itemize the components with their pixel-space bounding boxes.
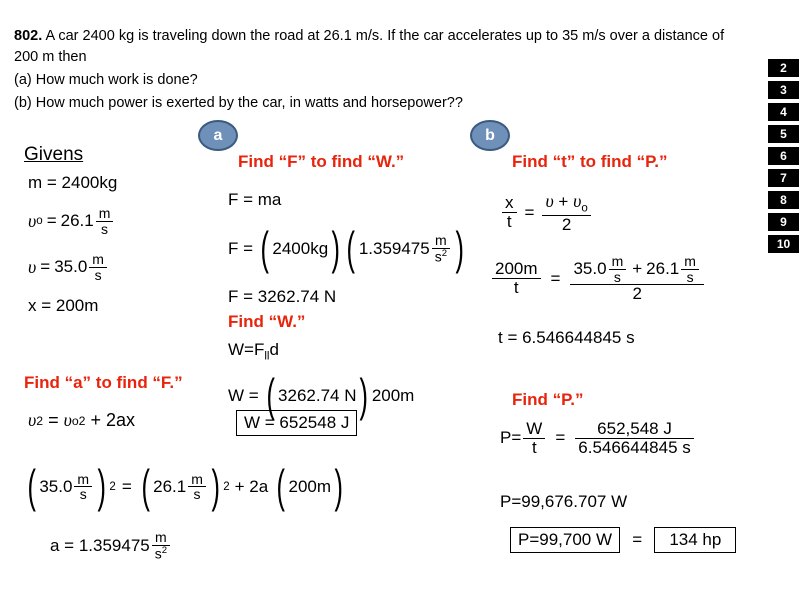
problem-text-line1: A car 2400 kg is traveling down the road at 26.1 m/s. If the car accelerates up to 35 m/s over a distance of <box>45 28 725 44</box>
kinematic-rhs: + 2ax <box>90 410 136 430</box>
work-formula-post: d <box>269 340 279 359</box>
v0-value: 26.1 <box>60 211 94 231</box>
find-t-heading: Find “t” to find “P.” <box>512 152 668 171</box>
slide-number-10[interactable]: 10 <box>767 234 800 254</box>
slide-number-8[interactable]: 8 <box>767 190 800 210</box>
find-F-heading: Find “F” to find “W.” <box>238 152 405 171</box>
work-prefix: W = <box>228 385 259 405</box>
callout-badge-b[interactable]: b <box>470 120 510 151</box>
problem-line-1 <box>14 26 754 47</box>
find-W-heading: Find “W.” <box>228 312 306 331</box>
power-watts-boxed: P=99,700 W <box>510 527 620 553</box>
slide-number-9[interactable]: 9 <box>767 212 800 232</box>
paren-close-1: ) <box>97 460 106 512</box>
W-over-t: $\frac{W}{t}$ <box>523 420 545 457</box>
acceleration-value: a = 1.359475 <box>50 535 150 555</box>
slide-number-5[interactable]: 5 <box>767 124 800 144</box>
paren-open-3: ( <box>276 460 286 512</box>
paren-open-1: ( <box>27 460 36 512</box>
work-formula <box>228 340 279 362</box>
acceleration-unit: $\frac{m}{s^2}$ <box>152 530 170 561</box>
sub-distance: 200m <box>288 476 332 496</box>
power-final-row <box>510 527 736 553</box>
problem-text-line2: 200 m then <box>14 49 87 66</box>
v-unit: $\frac{m}{s}$ <box>89 252 107 282</box>
power-equation: P= $\frac{W}{t}$ = $\frac{652,548 J}{6.546644845 s}$ <box>500 420 696 457</box>
given-distance: x = 200m <box>28 296 99 315</box>
time-result: t = 6.546644845 s <box>498 328 635 347</box>
work-over-time-values: $\frac{652,548 J}{6.546644845 s}$ <box>575 420 694 457</box>
force-formula: F = ma <box>228 190 282 209</box>
sub-v0-value: 26.1 <box>153 476 187 496</box>
paren-close-mass: ) <box>331 222 341 274</box>
slide-number-6[interactable]: 6 <box>767 146 800 166</box>
velocity-symbol-final: υ <box>28 256 37 277</box>
slide-number-strip[interactable] <box>764 58 800 254</box>
slide-number-3[interactable]: 3 <box>767 80 800 100</box>
v-value: 35.0 <box>54 257 88 277</box>
find-a-heading: Find “a” to find “F.” <box>24 373 183 392</box>
time-formula: $\frac{x}{t}$ = $\frac{\upsilon + \upsilon_o}{2}$ <box>500 192 593 233</box>
paren-open-2: ( <box>141 460 150 512</box>
callout-badge-a[interactable]: a <box>198 120 238 151</box>
problem-number: 802. <box>14 28 43 44</box>
v-squared-exponent: 2 <box>36 413 44 428</box>
given-initial-velocity: υ o = 26.1 $\frac{m}{s}$ <box>28 206 115 236</box>
work-sub-force: 3262.74 N <box>278 385 357 405</box>
problem-statement <box>14 26 754 114</box>
v0-subscript: o <box>36 215 43 228</box>
find-P-heading: Find “P.” <box>512 390 584 409</box>
given-final-velocity: υ = 35.0 $\frac{m}{s}$ <box>28 252 109 282</box>
v0-unit: $\frac{m}{s}$ <box>96 206 114 236</box>
givens-heading: Givens <box>24 144 84 165</box>
paren-close-3: ) <box>334 460 343 512</box>
slide-number-2[interactable]: 2 <box>767 58 800 78</box>
paren-close-accel: ) <box>455 222 464 274</box>
sub-accel-value: 1.359475 <box>358 238 430 258</box>
slide-number-4[interactable]: 4 <box>767 102 800 122</box>
time-substituted: $\frac{200m}{t}$ = 35.0 $\frac{m}{s}$ + 26.1 $\frac{m}{s}$ 2 <box>490 254 706 303</box>
work-answer-box <box>236 410 357 436</box>
question-b: (b) How much power is exerted by the car, in watts and horsepower?? <box>14 95 463 112</box>
paren-open-accel: ( <box>346 222 356 274</box>
slide-number-7[interactable]: 7 <box>767 168 800 188</box>
power-horsepower-boxed: 134 hp <box>654 527 736 553</box>
kinematic-substituted: ( 35.0 $\frac{m}{s}$ ) 2 = ( 26.1 $\frac{m}{s}$ ) 2 + 2a ( 200m ) <box>27 460 343 512</box>
force-result: F = 3262.74 N <box>228 287 337 306</box>
power-label: P= <box>500 428 522 448</box>
paren-open-force: ( <box>266 369 275 421</box>
paren-open-mass: ( <box>260 222 269 274</box>
force-substituted: F = ( 2400kg ) ( 1.359475 $\frac{m}{s^2}$ ) <box>228 222 464 274</box>
question-a: (a) How much work is done? <box>14 72 198 89</box>
power-result: P=99,676.707 W <box>500 492 628 511</box>
equals-sign: = <box>632 530 643 549</box>
sub-mass-value: 2400kg <box>272 238 329 258</box>
acceleration-answer <box>50 530 172 561</box>
velocity-symbol: υ <box>28 210 37 231</box>
work-formula-pre: W=F <box>228 340 265 359</box>
work-formula-sub: ll <box>264 350 270 363</box>
work-sub-dist: 200m <box>371 385 415 405</box>
work-answer: W = 652548 J <box>236 410 357 436</box>
x-over-t: $\frac{x}{t}$ <box>502 194 517 231</box>
sub-v-value: 35.0 <box>39 476 73 496</box>
sub-accel-unit: $\frac{m}{s^2}$ <box>432 233 450 264</box>
paren-close-2: ) <box>211 460 220 512</box>
paren-close-force: ) <box>359 369 369 421</box>
velocity-sum-over-2: 35.0 $\frac{m}{s}$ + 26.1 $\frac{m}{s}$ 2 <box>570 254 703 303</box>
kinematic-equation: υ 2 = υ o 2 + 2ax <box>28 410 136 430</box>
given-mass: m = 2400kg <box>28 173 118 192</box>
v-plus-v0-over-2: $\frac{\upsilon + \upsilon_o}{2}$ <box>542 192 590 233</box>
dist-over-t: $\frac{200m}{t}$ <box>492 260 541 297</box>
